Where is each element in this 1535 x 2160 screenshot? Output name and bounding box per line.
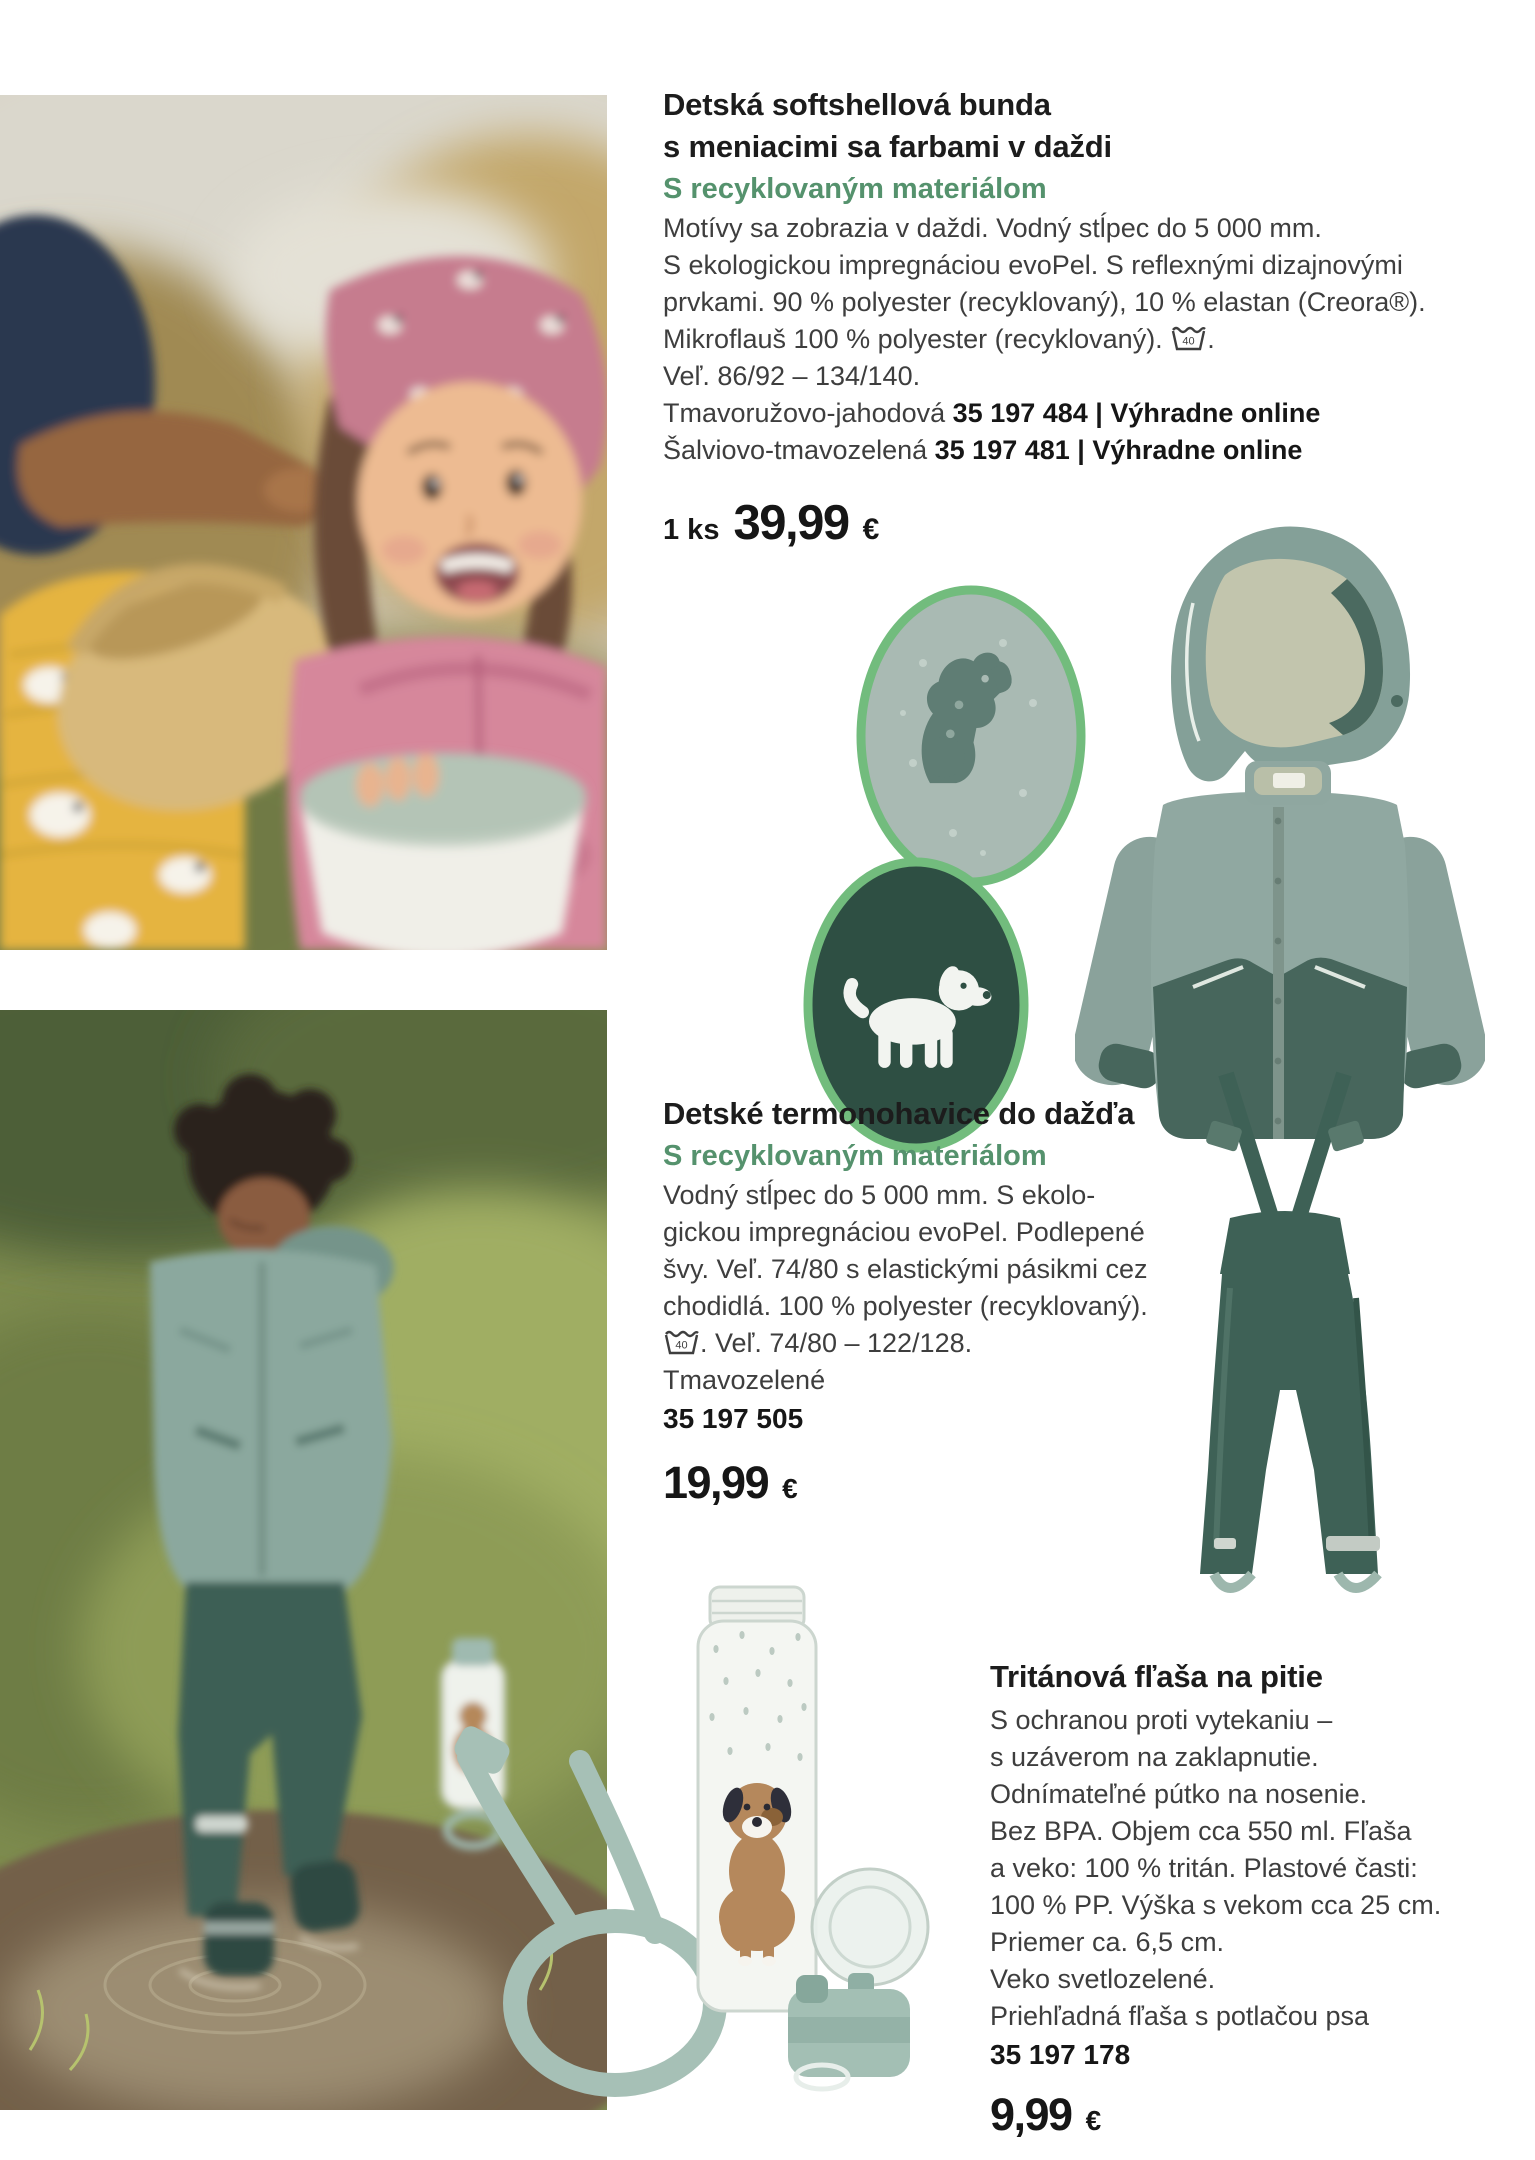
- svg-text:40: 40: [675, 1339, 688, 1352]
- bottle-illustration: [698, 1587, 816, 2011]
- product2-eco-label: S recyklovaným materiálom: [663, 1140, 1047, 1172]
- product1-variant-line: [663, 395, 1503, 432]
- product1-desc-line: prvkami. 90 % polyester (recyklovaný), 10 % elastan (Creora®).: [663, 287, 1426, 317]
- pants-illustration: [1200, 1074, 1380, 1588]
- product1-desc-line: S ekologickou impregnáciou evoPel. S reflexnými dizajnovými: [663, 250, 1403, 280]
- product1-eco-label: S recyklovaným materiálom: [663, 173, 1047, 205]
- svg-text:40: 40: [1182, 335, 1195, 348]
- euro-sign: €: [862, 513, 880, 546]
- product3-desc-line: 100 % PP. Výška s vekom cca 25 cm.: [990, 1890, 1442, 1920]
- bottle-product-image: [450, 1565, 975, 2120]
- product3-desc-line: Priemer ca. 6,5 cm.: [990, 1927, 1225, 1957]
- product1-variant-line: [663, 432, 1503, 469]
- product1-title-line1: Detská softshellová bunda: [663, 87, 1051, 122]
- product1-wash-period: .: [1207, 324, 1215, 354]
- product3-desc-line: a veko: 100 % tritán. Plastové časti:: [990, 1853, 1418, 1883]
- product1-size-line: Veľ. 86/92 – 134/140.: [663, 361, 921, 391]
- product2-color-line: Tmavozelené: [663, 1365, 826, 1395]
- product3-price: 9,99: [990, 2089, 1072, 2140]
- bottle-dog-print: [719, 1783, 795, 1966]
- product2-desc-line: chodidlá. 100 % polyester (recyklovaný).: [663, 1291, 1148, 1321]
- euro-sign: €: [782, 1473, 798, 1504]
- price-quantity: 1 ks: [663, 514, 720, 546]
- product2-article-number: 35 197 505: [663, 1403, 804, 1434]
- jacket-illustration: [1075, 527, 1485, 1140]
- product3-block: [990, 1656, 1535, 2141]
- product3-desc-line: Bez BPA. Objem cca 550 ml. Fľaša: [990, 1816, 1412, 1846]
- product1-price: 39,99: [733, 496, 849, 550]
- variant-article-number: 35 197 484 | Výhradne online: [952, 398, 1321, 428]
- product2-title: Detské termonohavice do dažďa: [663, 1096, 1135, 1131]
- variant-color-name: Tmavoružovo-jahodová: [663, 398, 953, 428]
- product1-wash-line: [663, 321, 1503, 358]
- product2-price: 19,99: [663, 1457, 769, 1508]
- product2-desc-line: švy. Veľ. 74/80 s elastickými pásikmi cez: [663, 1254, 1148, 1284]
- jacket-product-image: [1075, 515, 1485, 1155]
- bottle-strap: [451, 1723, 715, 2085]
- wash-40-icon: [663, 1327, 700, 1356]
- product3-desc-line: Priehľadná fľaša s potlačou psa: [990, 2001, 1369, 2031]
- product3-desc-line: S ochranou proti vytekaniu –: [990, 1705, 1333, 1735]
- photo-girl-rain-jacket: [0, 95, 607, 950]
- product3-desc-line: Veko svetlozelené.: [990, 1964, 1216, 1994]
- product3-article-number: 35 197 178: [990, 2039, 1131, 2070]
- photo1-bucket: [300, 753, 586, 950]
- detail-circle-rain-motif: [853, 583, 1089, 889]
- product2-price-row: [663, 1457, 1143, 1509]
- product3-desc-line: s uzáverom na zaklapnutie.: [990, 1742, 1319, 1772]
- product2-desc-line: Vodný stĺpec do 5 000 mm. S ekolo-: [663, 1180, 1096, 1210]
- product1-price-row: [663, 495, 1503, 551]
- product2-desc-line: gickou impregnáciou evoPel. Podlepené: [663, 1217, 1145, 1247]
- product3-price-row: [990, 2089, 1535, 2141]
- pants-product-image: [1130, 1068, 1440, 1603]
- product2-wash-text: . Veľ. 74/80 – 122/128.: [700, 1328, 973, 1358]
- variant-color-name: Šalviovo-tmavozelená: [663, 435, 935, 465]
- wash-40-icon: [1170, 323, 1207, 352]
- product2-block: [663, 1093, 1148, 1509]
- product1-desc-line: Motívy sa zobrazia v daždi. Vodný stĺpec do 5 000 mm.: [663, 213, 1322, 243]
- product2-wash-line: [663, 1325, 1143, 1362]
- euro-sign: €: [1085, 2105, 1102, 2136]
- product1-title-line2: s meniacimi sa farbami v daždi: [663, 129, 1112, 164]
- product1-wash-text: Mikroflauš 100 % polyester (recyklovaný).: [663, 324, 1171, 354]
- product3-title: Tritánová fľaša na pitie: [990, 1659, 1323, 1694]
- product3-desc-line: Odnímateľné pútko na nosenie.: [990, 1779, 1368, 1809]
- variant-article-number: 35 197 481 | Výhradne online: [934, 435, 1303, 465]
- product1-block: [663, 84, 1503, 551]
